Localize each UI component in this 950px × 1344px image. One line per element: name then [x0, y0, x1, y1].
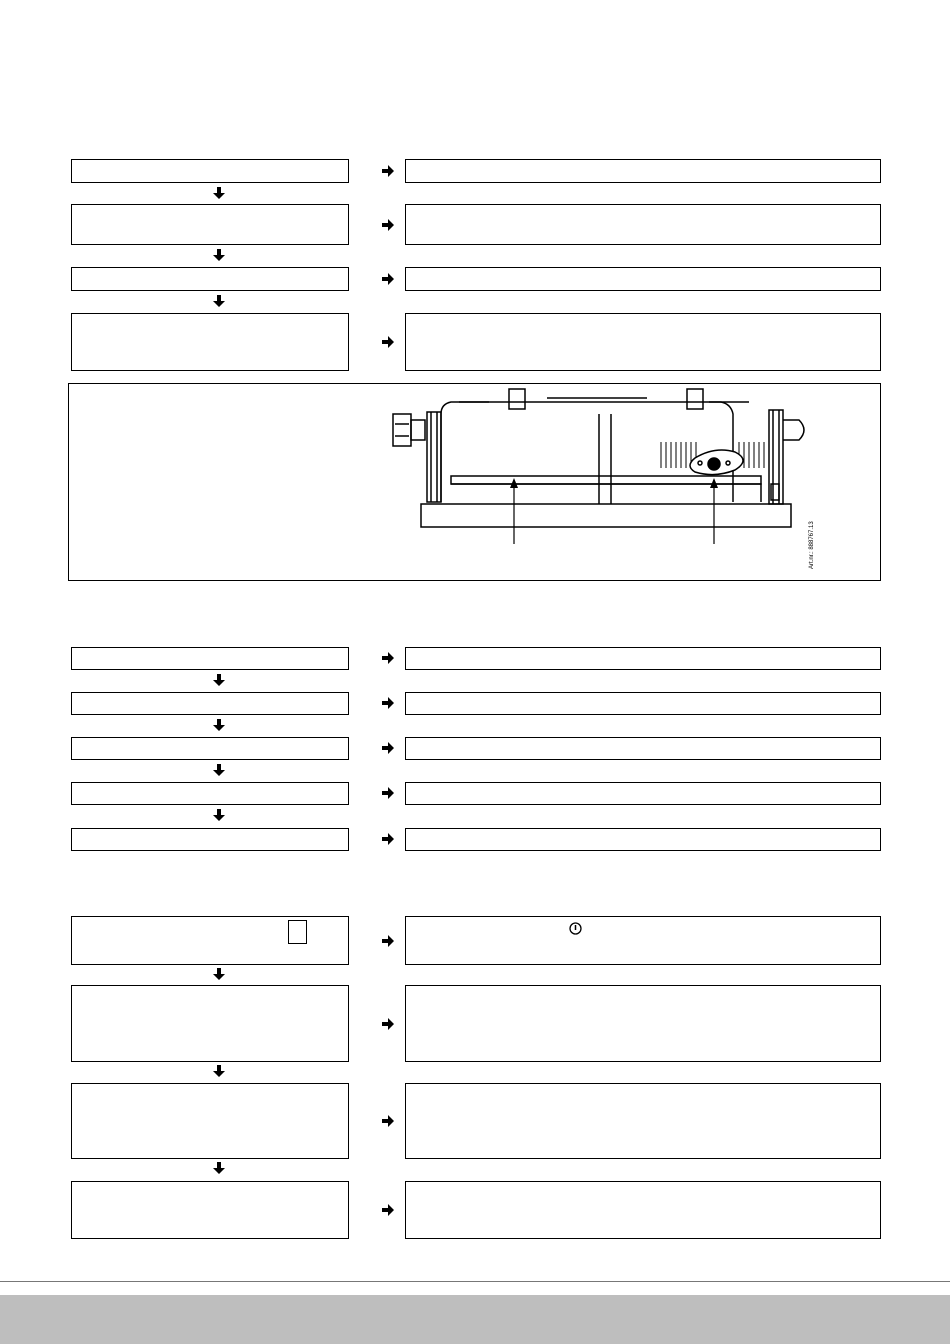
- arrow-down-icon: [213, 187, 225, 199]
- step-11-right-box: [405, 985, 881, 1062]
- arrow-down-icon: [213, 809, 225, 821]
- arrow-right-icon: [382, 787, 394, 799]
- arrow-right-icon: [382, 697, 394, 709]
- step-3-left-box: [71, 267, 349, 291]
- step-5-right-box: [405, 647, 881, 670]
- arrow-right-icon: [382, 935, 394, 947]
- arrow-down-icon: [213, 295, 225, 307]
- arrow-right-icon: [382, 219, 394, 231]
- step-7-right-box: [405, 737, 881, 760]
- arrow-right-icon: [382, 833, 394, 845]
- step-12-left-box: [71, 1083, 349, 1159]
- arrow-down-icon: [213, 674, 225, 686]
- arrow-down-icon: [213, 1065, 225, 1077]
- step-4-right-box: [405, 313, 881, 371]
- arrow-down-icon: [213, 1162, 225, 1174]
- power-symbol-icon: [569, 922, 582, 935]
- step-8-right-box: [405, 782, 881, 805]
- step-2-right-box: [405, 204, 881, 245]
- step-5-left-box: [71, 647, 349, 670]
- step-10-left-box: [71, 916, 349, 965]
- step-6-right-box: [405, 692, 881, 715]
- step-9-left-box: [71, 828, 349, 851]
- arrow-down-icon: [213, 249, 225, 261]
- step-11-left-box: [71, 985, 349, 1062]
- arrow-down-icon: [213, 764, 225, 776]
- arrow-right-icon: [382, 1204, 394, 1216]
- footer-bar: [0, 1295, 950, 1344]
- step-12-right-box: [405, 1083, 881, 1159]
- appliance-drawing: [69, 384, 882, 582]
- step-13-right-box: [405, 1181, 881, 1239]
- appliance-figure: [68, 383, 881, 581]
- step-3-right-box: [405, 267, 881, 291]
- arrow-right-icon: [382, 1115, 394, 1127]
- arrow-right-icon: [382, 273, 394, 285]
- step-10-right-box: [405, 916, 881, 965]
- footer-divider: [0, 1281, 950, 1282]
- arrow-down-icon: [213, 968, 225, 980]
- arrow-right-icon: [382, 165, 394, 177]
- step-1-right-box: [405, 159, 881, 183]
- step-8-left-box: [71, 782, 349, 805]
- art-number: Art.nr.: 888767.13: [809, 521, 815, 569]
- step-9-right-box: [405, 828, 881, 851]
- step-7-left-box: [71, 737, 349, 760]
- step-4-left-box: [71, 313, 349, 371]
- arrow-down-icon: [213, 719, 225, 731]
- arrow-right-icon: [382, 336, 394, 348]
- display-key-square: [288, 920, 307, 944]
- step-13-left-box: [71, 1181, 349, 1239]
- step-1-left-box: [71, 159, 349, 183]
- arrow-right-icon: [382, 652, 394, 664]
- arrow-right-icon: [382, 742, 394, 754]
- step-6-left-box: [71, 692, 349, 715]
- arrow-right-icon: [382, 1018, 394, 1030]
- step-2-left-box: [71, 204, 349, 245]
